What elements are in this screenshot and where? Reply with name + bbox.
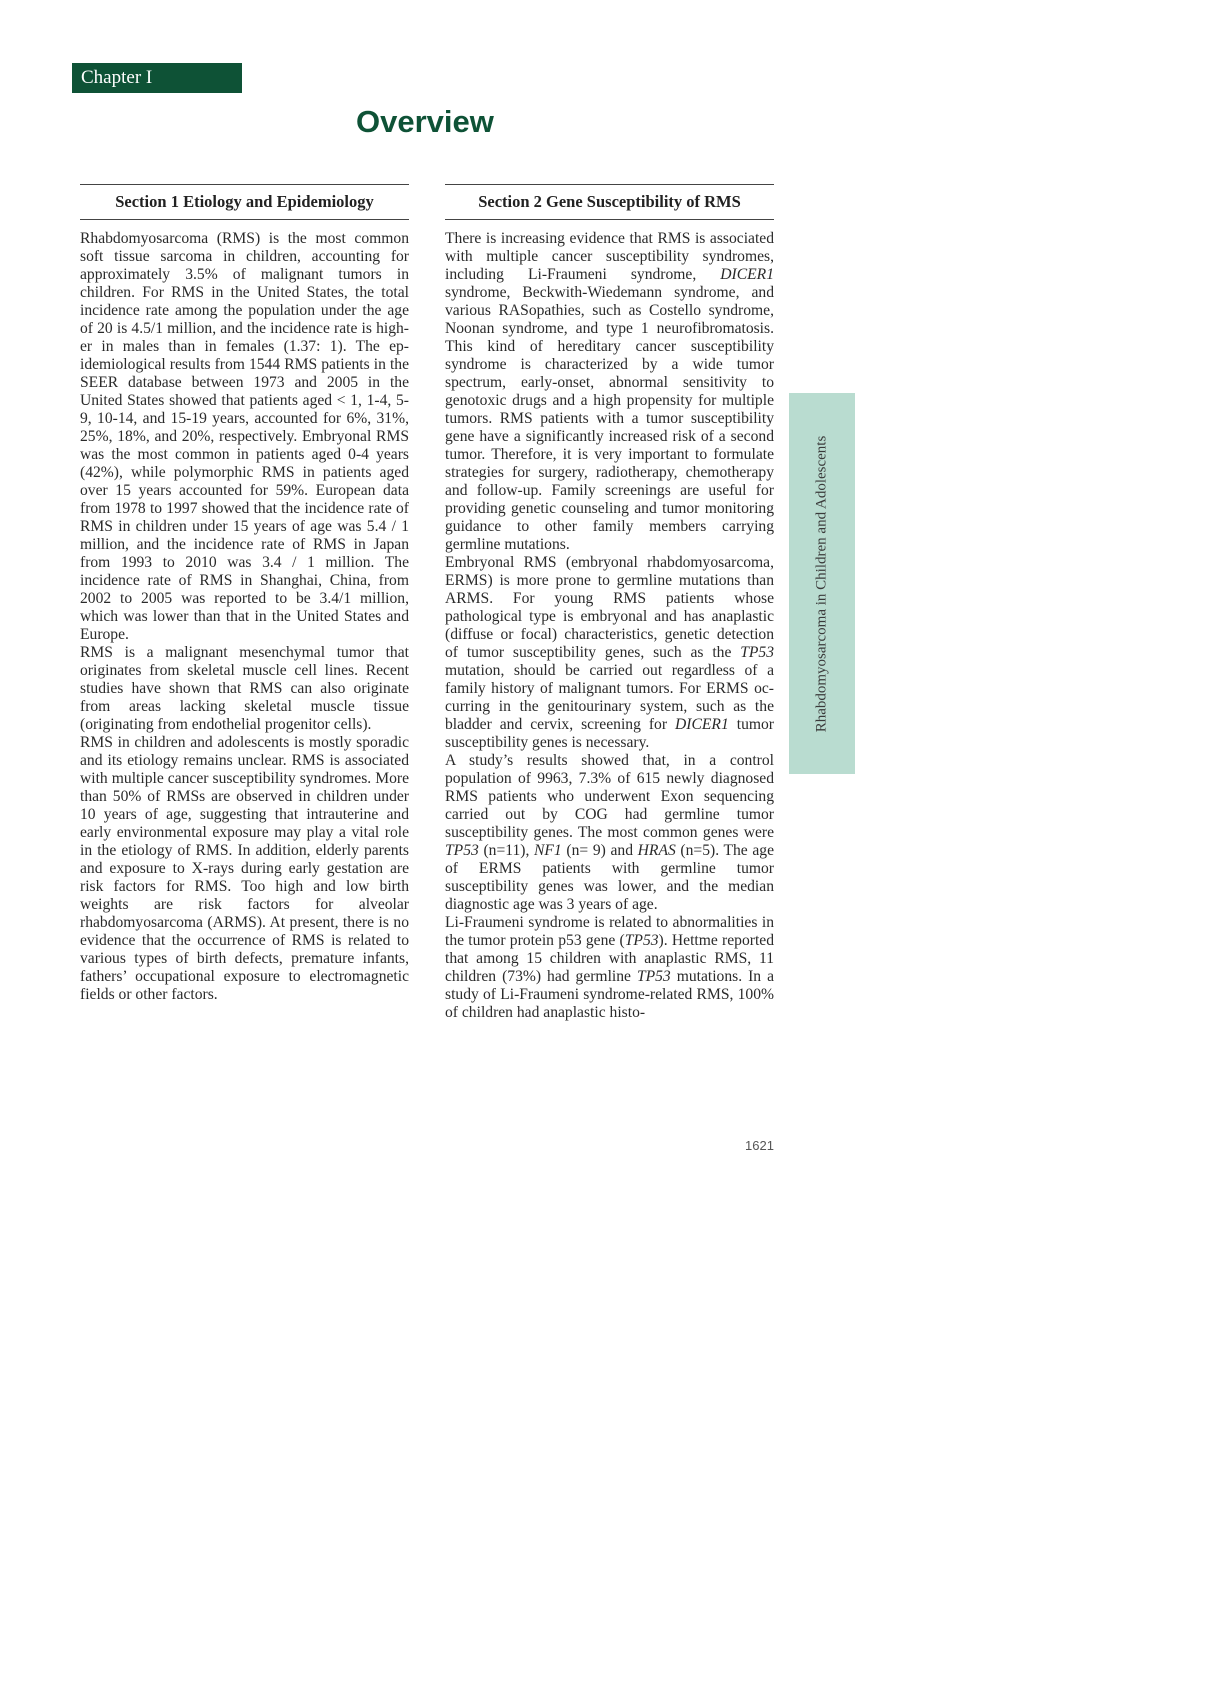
gene-name: TP53 — [740, 644, 774, 661]
gene-name: DICER1 — [720, 266, 774, 283]
side-tab — [789, 393, 855, 774]
chapter-label: Chapter I — [72, 63, 242, 93]
page-number: 1621 — [745, 1138, 774, 1153]
gene-name: TP53 — [624, 932, 659, 949]
section-2-paragraph — [445, 752, 774, 914]
right-column — [445, 184, 774, 1022]
section-1-paragraph: RMS is a malignant mesenchymal tumor that originates from skeletal muscle cell lines. Recent studies have shown that RMS can also originate from areas lacking skeletal muscle tissue (originating from endothelial progenitor cells). — [80, 644, 409, 733]
section-2-paragraph — [445, 554, 774, 752]
text-run: (n= 9) and — [561, 842, 638, 859]
text-run: A study’s results showed that, in a control population of 9963, 7.3% of 615 newly diagnosed RMS patients who underwent Exon sequencing carried out by COG had germline tumor susceptibility genes. The most common genes were — [445, 752, 774, 841]
text-run: mutation, should be carried out regardless of a family history of malignant tumors. For ERMS occurring in the genitourinary system, such as the bladder and cervix, screening for — [445, 662, 774, 733]
page-title: Overview — [356, 104, 494, 139]
section-1-heading: Section 1 Etiology and Epidemiology — [80, 184, 409, 220]
gene-name: NF1 — [534, 842, 562, 859]
text-run: Embryonal RMS (embryonal rhabdomyosarcoma, ERMS) is more prone to germline mutations than ARMS. For young RMS patients whose pathological type is embryonal and has anaplastic (diffuse or focal) characteristics, genetic detection of tumor susceptibility genes, such as the — [445, 554, 774, 661]
text-run: There is increasing evidence that RMS is associated with multiple cancer susceptibility syndromes, including Li-Fraumeni syndrome, — [445, 230, 774, 283]
section-2-paragraph — [445, 230, 774, 554]
section-1-paragraph: Rhabdomyosarcoma (RMS) is the most common soft tissue sarcoma in children, accounting for approximately 3.5% of malignant tumors in children. For RMS in the United States, the total incidence rate among the population under the age of 20 is 4.5/1 million, and the incidence rate is higher in males than in females (1.37: 1). The epidemiological results from 1544 RMS patients in the SEER database between 1973 and 2005 in the United States showed that patients aged < 1, 1-4, 5-9, 10-14, and 15-19 years, accounted for 6%, 31%, 25%, 18%, and 20%, respectively. Embryonal RMS was the most common in patients aged 0-4 years (42%), while polymorphic RMS in patients aged over 15 years accounted for 59%. European data from 1978 to 1997 showed that the incidence rate of RMS in children under 15 years of age was 5.4 / 1 million, and the incidence rate of RMS in Japan from 1993 to 2010 was 3.4 / 1 million. The incidence rate of RMS in Shanghai, China, from 2002 to 2005 was reported to be 3.4/1 million, which was lower than that in the United States and Europe. — [80, 230, 409, 643]
text-run: syndrome, Beckwith-Wiedemann syndrome, and various RASopathies, such as Costello syndrome, Noonan syndrome, and type 1 neurofibromatosis. This kind of hereditary cancer susceptibility syndrome is characterized by a wide tumor spectrum, early-onset, abnormal sensitivity to genotoxic drugs and a high propensity for multiple tumors. RMS patients with a tumor susceptibility gene have a significantly increased risk of a second tumor. Therefore, it is very important to formulate strategies for surgery, radiotherapy, chemotherapy and follow-up. Family screenings are useful for providing genetic counseling and tumor monitoring guidance to other family members carrying germline mutations. — [445, 284, 774, 553]
text-run: (n=5). The age of ERMS patients with germline tumor susceptibility genes was lower, and the median diagnostic age was 3 years of age. — [445, 842, 775, 913]
section-1-paragraph: RMS in children and adolescents is mostly sporadic and its etiology remains unclear. RMS is associated with multiple cancer susceptibility syndromes. More than 50% of RMSs are observed in children under 10 years of age, suggesting that intrauterine and early environmental exposure may play a vital role in the etiology of RMS. In addition, elderly parents and exposure to X-rays during early gestation are risk factors for RMS. Too high and low birth weights are risk factors for alveolar rhabdomyosarcoma (ARMS). At present, there is no evidence that the occurrence of RMS is related to various types of birth defects, premature infants, fathers’ occupational exposure to electromagnetic fields or other factors. — [80, 734, 409, 1003]
text-run: tumor susceptibility genes is necessary. — [445, 716, 774, 751]
gene-name: DICER1 — [675, 716, 729, 733]
text-run: mutations. In a study of Li-Fraumeni syndrome-related RMS, 100% of children had anaplastic histo- — [445, 968, 775, 1021]
section-2-paragraph — [445, 914, 774, 1022]
gene-name: TP53 — [445, 842, 479, 859]
side-tab-text: Rhabdomyosarcoma in Children and Adolescents — [813, 435, 830, 732]
gene-name: HRAS — [637, 842, 676, 859]
text-run: Li-Fraumeni syndrome is related to abnormalities in the tumor protein p53 gene ( — [445, 914, 774, 949]
text-run: (n=11), — [478, 842, 534, 859]
section-2-heading: Section 2 Gene Susceptibility of RMS — [445, 184, 774, 220]
gene-name: TP53 — [636, 968, 671, 985]
text-run: ). Hettme reported that among 15 children with anaplastic RMS, 11 children (73%) had germline — [445, 932, 774, 985]
left-column — [80, 184, 409, 1004]
